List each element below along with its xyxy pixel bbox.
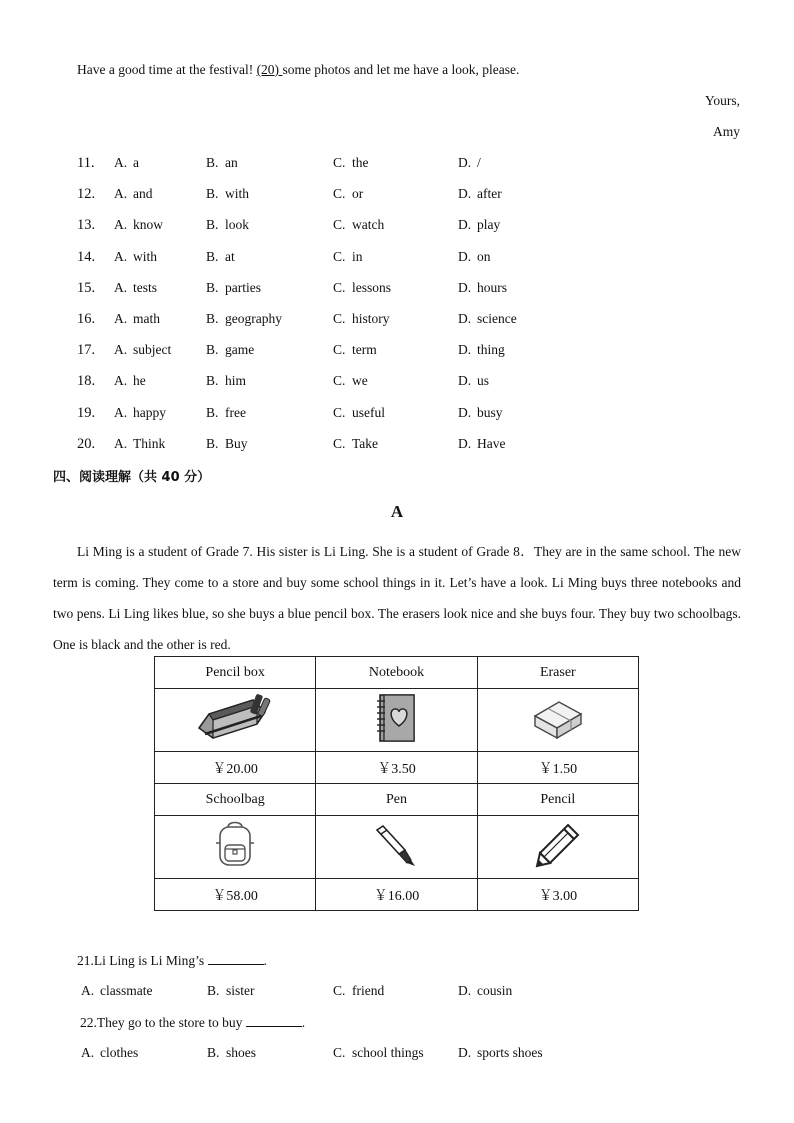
eraser-cell (477, 689, 638, 752)
cloze-blank-20: (20) (256, 62, 283, 77)
option-a: A. he (114, 373, 146, 389)
option-b: B. Buy (206, 435, 248, 451)
cloze-question-row (77, 436, 737, 456)
cloze-question-row (77, 249, 737, 269)
cloze-question-row (77, 217, 737, 237)
answer-blank (208, 952, 264, 965)
passage-heading: A (390, 502, 404, 521)
item-price: ￥16.00 (316, 879, 477, 911)
option-d: D. thing (458, 342, 505, 358)
option-b: B. free (206, 404, 246, 420)
price-table (154, 656, 639, 911)
option-b: B. geography (206, 311, 282, 326)
item-price: ￥20.00 (155, 752, 316, 784)
item-name: Schoolbag (155, 784, 316, 816)
option-b: B. look (206, 217, 250, 233)
option-c: C. useful (333, 404, 385, 420)
option-c: C. term (333, 342, 377, 358)
pencil-box-icon (195, 690, 275, 746)
question-number: 19. (77, 404, 96, 421)
option-b: B. shoes (207, 1045, 256, 1060)
cloze-question-row (77, 373, 737, 393)
cloze-question-row (77, 186, 737, 206)
option-b: B. at (206, 248, 235, 264)
option-c: C. friend (333, 983, 385, 998)
letter-line-after: some photos and let me have a look, please. (282, 62, 520, 77)
item-price: ￥3.50 (316, 752, 477, 784)
option-b: B. him (206, 373, 247, 389)
option-b: B. with (206, 186, 250, 202)
cloze-question-row (77, 342, 737, 362)
option-b: B. game (206, 342, 255, 358)
cloze-question-row (77, 311, 737, 331)
option-d: D. Have (458, 435, 506, 451)
option-a: A. math (114, 311, 160, 326)
item-name: Pencil (477, 784, 638, 816)
option-d: D. busy (458, 404, 503, 420)
option-c: C. we (333, 373, 368, 389)
question-21-options (81, 983, 741, 1003)
option-a: A. clothes (81, 1045, 139, 1060)
option-c: C. lessons (333, 279, 392, 295)
question-stem: 21.Li Ling is Li Ming’s (77, 953, 208, 968)
question-stem: 22.They go to the store to buy (80, 1015, 246, 1030)
option-c: C. school things (333, 1045, 424, 1060)
pen-cell (316, 816, 477, 879)
question-number: 18. (77, 373, 96, 390)
question-22-options (81, 1045, 741, 1065)
option-d: D. / (458, 155, 481, 170)
option-d: D. on (458, 248, 491, 264)
question-number: 20. (77, 435, 96, 452)
notebook-cell (316, 689, 477, 752)
option-a: A. Think (114, 435, 166, 451)
letter-line-before: Have a good time at the festival! (77, 62, 257, 77)
item-price: ￥58.00 (155, 879, 316, 911)
option-a: A. happy (114, 404, 166, 420)
option-a: A. tests (114, 279, 158, 295)
item-name: Pen (316, 784, 477, 816)
letter-closing: Yours, (704, 93, 740, 108)
option-d: D. hours (458, 279, 507, 295)
question-number: 13. (77, 217, 96, 234)
item-price: ￥3.00 (477, 879, 638, 911)
option-b: B. an (206, 155, 238, 170)
option-c: C. history (333, 311, 390, 326)
item-name: Eraser (477, 657, 638, 689)
option-a: A. subject (114, 342, 172, 358)
option-a: A. know (114, 217, 163, 233)
notebook-icon (373, 692, 419, 744)
option-d: D. us (458, 373, 490, 389)
passage-text: Li Ming is a student of Grade 7. His sister is Li Ling. She is a student of Grade 8．They are in the same school. The new term is coming. They come to a store and buy some school things in it. Let’s have a look. Li Ming buys three notebooks and two pens. Li Ling likes blue, so she buys a blue pencil box. The erasers look nice and she buys four. They buy two schoolbags. One is black and the other is red. (53, 544, 741, 652)
pen-icon (371, 822, 421, 868)
question-number: 14. (77, 248, 96, 265)
cloze-question-row (77, 405, 737, 425)
option-c: C. or (333, 186, 364, 202)
schoolbag-cell (155, 816, 316, 879)
item-name: Pencil box (155, 657, 316, 689)
option-d: D. cousin (458, 983, 513, 998)
passage-body (53, 536, 741, 660)
section-title: 四、阅读理解（共 40 分） (53, 470, 211, 485)
cloze-question-row (77, 155, 737, 175)
question-stem-end: . (263, 953, 267, 968)
option-c: C. watch (333, 217, 385, 233)
letter-last-line (77, 62, 519, 78)
question-number: 16. (77, 311, 96, 327)
option-c: C. Take (333, 435, 379, 451)
option-b: B. sister (207, 983, 255, 998)
option-a: A. classmate (81, 983, 153, 998)
option-c: C. in (333, 248, 363, 264)
option-d: D. play (458, 217, 501, 233)
option-a: A. with (114, 248, 158, 264)
pencil-icon (534, 821, 582, 869)
question-number: 11. (77, 155, 95, 171)
letter-signature: Amy (713, 124, 740, 139)
pencil-cell (477, 816, 638, 879)
option-d: D. sports shoes (458, 1045, 543, 1060)
eraser-icon (529, 694, 587, 742)
item-price: ￥1.50 (477, 752, 638, 784)
answer-blank (246, 1014, 302, 1027)
question-number: 17. (77, 342, 96, 359)
option-d: D. after (458, 186, 502, 202)
pencil-box-cell (155, 689, 316, 752)
schoolbag-icon (212, 819, 258, 871)
item-name: Notebook (316, 657, 477, 689)
cloze-question-row (77, 280, 737, 300)
question-21 (77, 952, 267, 969)
question-22 (80, 1014, 305, 1031)
option-d: D. science (458, 311, 517, 326)
question-stem-end: . (301, 1015, 306, 1030)
question-number: 12. (77, 186, 96, 203)
option-a: A. a (114, 155, 139, 170)
option-b: B. parties (206, 279, 261, 295)
question-number: 15. (77, 279, 96, 296)
option-c: C. the (333, 155, 369, 170)
option-a: A. and (114, 186, 153, 202)
